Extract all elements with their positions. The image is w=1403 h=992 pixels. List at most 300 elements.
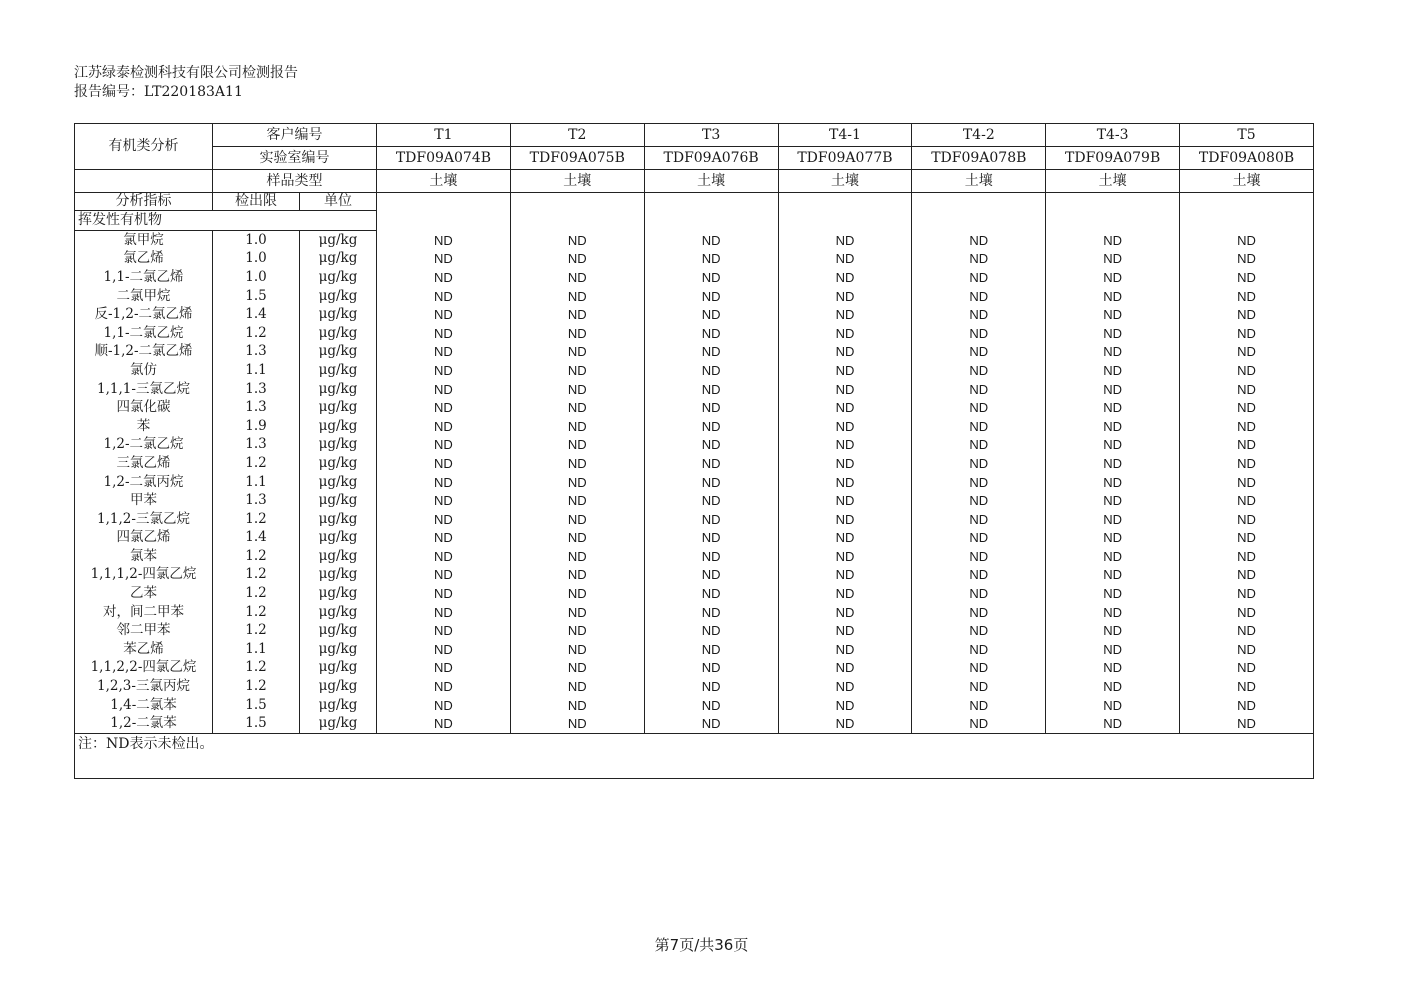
detection-limit: 1.2 bbox=[213, 566, 300, 585]
unit: μg/kg bbox=[300, 584, 377, 603]
result-value: ND bbox=[912, 677, 1046, 696]
result-value: ND bbox=[912, 659, 1046, 678]
note-row bbox=[75, 734, 1314, 779]
detection-limit-header: 检出限 bbox=[213, 193, 300, 211]
result-value: ND bbox=[1180, 659, 1314, 678]
result-value: ND bbox=[778, 640, 912, 659]
table-row bbox=[75, 696, 1314, 715]
result-value: ND bbox=[778, 547, 912, 566]
result-value: ND bbox=[510, 473, 644, 492]
result-value: ND bbox=[1180, 398, 1314, 417]
unit: μg/kg bbox=[300, 566, 377, 585]
analyte-name: 1,2-二氯丙烷 bbox=[75, 473, 213, 492]
table-row bbox=[75, 343, 1314, 362]
result-value: ND bbox=[644, 436, 778, 455]
result-value: ND bbox=[1046, 584, 1180, 603]
result-value: ND bbox=[1046, 324, 1180, 343]
detection-limit: 1.3 bbox=[213, 436, 300, 455]
analyte-rows bbox=[75, 231, 1314, 734]
result-value: ND bbox=[644, 417, 778, 436]
table-row bbox=[75, 566, 1314, 585]
detection-limit: 1.9 bbox=[213, 417, 300, 436]
result-value: ND bbox=[644, 305, 778, 324]
unit: μg/kg bbox=[300, 343, 377, 362]
result-value: ND bbox=[377, 305, 511, 324]
result-value: ND bbox=[912, 696, 1046, 715]
analyte-name: 对，间二甲苯 bbox=[75, 603, 213, 622]
detection-limit: 1.5 bbox=[213, 287, 300, 306]
result-value: ND bbox=[644, 473, 778, 492]
lab-id-cell: TDF09A077B bbox=[778, 147, 912, 170]
result-value: ND bbox=[1180, 473, 1314, 492]
result-value: ND bbox=[377, 473, 511, 492]
result-value: ND bbox=[778, 566, 912, 585]
result-value: ND bbox=[510, 305, 644, 324]
unit: μg/kg bbox=[300, 268, 377, 287]
result-value: ND bbox=[1180, 547, 1314, 566]
client-id-cell: T4-1 bbox=[778, 124, 912, 147]
table-row bbox=[75, 491, 1314, 510]
result-value: ND bbox=[510, 547, 644, 566]
result-value: ND bbox=[912, 324, 1046, 343]
unit: μg/kg bbox=[300, 640, 377, 659]
unit: μg/kg bbox=[300, 529, 377, 548]
unit: μg/kg bbox=[300, 398, 377, 417]
result-value: ND bbox=[1046, 343, 1180, 362]
table-row bbox=[75, 436, 1314, 455]
sample-type-cell: 土壤 bbox=[510, 170, 644, 193]
result-value: ND bbox=[377, 659, 511, 678]
analyte-name: 氯甲烷 bbox=[75, 231, 213, 250]
table-row bbox=[75, 250, 1314, 269]
detection-limit: 1.4 bbox=[213, 529, 300, 548]
result-value: ND bbox=[778, 287, 912, 306]
analyte-name: 1,1,1,2-四氯乙烷 bbox=[75, 566, 213, 585]
detection-limit: 1.0 bbox=[213, 231, 300, 250]
result-value: ND bbox=[377, 640, 511, 659]
analyte-name: 1,2-二氯乙烷 bbox=[75, 436, 213, 455]
result-value: ND bbox=[1046, 714, 1180, 733]
analyte-name: 苯乙烯 bbox=[75, 640, 213, 659]
result-value: ND bbox=[778, 529, 912, 548]
sample-type-cell: 土壤 bbox=[644, 170, 778, 193]
result-value: ND bbox=[377, 677, 511, 696]
detection-limit: 1.4 bbox=[213, 305, 300, 324]
result-value: ND bbox=[1046, 268, 1180, 287]
result-value: ND bbox=[377, 696, 511, 715]
page-number: 第7页/共36页 bbox=[654, 936, 749, 954]
unit-header: 单位 bbox=[300, 193, 377, 211]
analyte-name: 1,2,3-三氯丙烷 bbox=[75, 677, 213, 696]
result-value: ND bbox=[510, 324, 644, 343]
lab-id-cell: TDF09A075B bbox=[510, 147, 644, 170]
detection-limit: 1.2 bbox=[213, 547, 300, 566]
table-corner-label: 有机类分析 bbox=[75, 124, 213, 170]
result-value: ND bbox=[377, 417, 511, 436]
result-value: ND bbox=[778, 417, 912, 436]
analyte-name: 氯苯 bbox=[75, 547, 213, 566]
corner-spacer bbox=[75, 170, 213, 193]
analyte-name: 1,2-二氯苯 bbox=[75, 714, 213, 733]
result-value: ND bbox=[510, 417, 644, 436]
result-value: ND bbox=[1180, 268, 1314, 287]
result-value: ND bbox=[1180, 324, 1314, 343]
detection-limit: 1.3 bbox=[213, 343, 300, 362]
result-value: ND bbox=[510, 250, 644, 269]
result-value: ND bbox=[912, 491, 1046, 510]
result-value: ND bbox=[778, 361, 912, 380]
result-value: ND bbox=[644, 324, 778, 343]
result-value: ND bbox=[644, 584, 778, 603]
results-table bbox=[74, 123, 1314, 779]
result-value: ND bbox=[912, 305, 1046, 324]
client-id-row bbox=[75, 124, 1314, 147]
result-value: ND bbox=[778, 659, 912, 678]
result-value: ND bbox=[1046, 231, 1180, 250]
result-value: ND bbox=[510, 566, 644, 585]
detection-limit: 1.2 bbox=[213, 621, 300, 640]
analyte-name: 苯 bbox=[75, 417, 213, 436]
result-value: ND bbox=[377, 361, 511, 380]
result-value: ND bbox=[644, 677, 778, 696]
unit: μg/kg bbox=[300, 677, 377, 696]
section-title: 挥发性有机物 bbox=[75, 211, 377, 231]
note-text: 注：ND表示未检出。 bbox=[75, 734, 1314, 779]
result-value: ND bbox=[778, 603, 912, 622]
result-value: ND bbox=[778, 305, 912, 324]
company-title: 江苏绿泰检测科技有限公司检测报告 bbox=[74, 65, 298, 81]
detection-limit: 1.0 bbox=[213, 268, 300, 287]
result-value: ND bbox=[1046, 473, 1180, 492]
result-value: ND bbox=[778, 398, 912, 417]
sample-type-label: 样品类型 bbox=[213, 170, 377, 193]
detection-limit: 1.3 bbox=[213, 398, 300, 417]
result-value: ND bbox=[912, 287, 1046, 306]
result-value: ND bbox=[510, 380, 644, 399]
table-row bbox=[75, 324, 1314, 343]
result-value: ND bbox=[1180, 640, 1314, 659]
lab-id-cell: TDF09A074B bbox=[377, 147, 511, 170]
unit: μg/kg bbox=[300, 324, 377, 343]
result-value: ND bbox=[778, 436, 912, 455]
result-value: ND bbox=[1046, 305, 1180, 324]
result-value: ND bbox=[1180, 250, 1314, 269]
lab-id-cell: TDF09A078B bbox=[912, 147, 1046, 170]
result-value: ND bbox=[644, 361, 778, 380]
result-value: ND bbox=[1180, 603, 1314, 622]
result-value: ND bbox=[778, 231, 912, 250]
result-value: ND bbox=[1180, 287, 1314, 306]
analyte-name: 1,1,2,2-四氯乙烷 bbox=[75, 659, 213, 678]
table-row bbox=[75, 305, 1314, 324]
analyte-name: 1,1,2-三氯乙烷 bbox=[75, 510, 213, 529]
result-value: ND bbox=[510, 361, 644, 380]
result-value: ND bbox=[912, 398, 1046, 417]
result-value: ND bbox=[510, 491, 644, 510]
detection-limit: 1.2 bbox=[213, 454, 300, 473]
analyte-name: 乙苯 bbox=[75, 584, 213, 603]
result-value: ND bbox=[644, 529, 778, 548]
table-row bbox=[75, 398, 1314, 417]
analyte-name: 反-1,2-二氯乙烯 bbox=[75, 305, 213, 324]
result-value: ND bbox=[912, 566, 1046, 585]
sample-type-cell: 土壤 bbox=[912, 170, 1046, 193]
result-value: ND bbox=[1180, 491, 1314, 510]
table-row bbox=[75, 529, 1314, 548]
result-value: ND bbox=[1046, 454, 1180, 473]
result-value: ND bbox=[1046, 491, 1180, 510]
table-row bbox=[75, 621, 1314, 640]
result-value: ND bbox=[510, 529, 644, 548]
unit: μg/kg bbox=[300, 714, 377, 733]
result-value: ND bbox=[510, 454, 644, 473]
result-value: ND bbox=[1180, 510, 1314, 529]
detection-limit: 1.3 bbox=[213, 380, 300, 399]
result-value: ND bbox=[912, 510, 1046, 529]
table-row bbox=[75, 510, 1314, 529]
lab-id-label: 实验室编号 bbox=[213, 147, 377, 170]
result-value: ND bbox=[912, 343, 1046, 362]
result-value: ND bbox=[377, 529, 511, 548]
result-value: ND bbox=[778, 473, 912, 492]
result-value: ND bbox=[912, 436, 1046, 455]
result-value: ND bbox=[912, 361, 1046, 380]
result-value: ND bbox=[377, 268, 511, 287]
analyte-name: 1,1-二氯乙烷 bbox=[75, 324, 213, 343]
sample-type-cell: 土壤 bbox=[1046, 170, 1180, 193]
result-value: ND bbox=[1046, 250, 1180, 269]
analyte-name: 四氯乙烯 bbox=[75, 529, 213, 548]
result-value: ND bbox=[912, 268, 1046, 287]
result-value: ND bbox=[912, 714, 1046, 733]
client-id-cell: T2 bbox=[510, 124, 644, 147]
result-value: ND bbox=[377, 324, 511, 343]
result-value: ND bbox=[510, 268, 644, 287]
result-value: ND bbox=[912, 417, 1046, 436]
result-value: ND bbox=[644, 454, 778, 473]
result-value: ND bbox=[912, 621, 1046, 640]
result-value: ND bbox=[644, 714, 778, 733]
result-value: ND bbox=[1180, 584, 1314, 603]
analyte-name: 氯乙烯 bbox=[75, 250, 213, 269]
detection-limit: 1.3 bbox=[213, 491, 300, 510]
analyte-name: 顺-1,2-二氯乙烯 bbox=[75, 343, 213, 362]
detection-limit: 1.2 bbox=[213, 510, 300, 529]
result-value: ND bbox=[510, 584, 644, 603]
analyte-name: 三氯乙烯 bbox=[75, 454, 213, 473]
unit: μg/kg bbox=[300, 231, 377, 250]
lab-id-cell: TDF09A080B bbox=[1180, 147, 1314, 170]
result-value: ND bbox=[510, 343, 644, 362]
table-row bbox=[75, 361, 1314, 380]
result-value: ND bbox=[377, 621, 511, 640]
unit: μg/kg bbox=[300, 250, 377, 269]
result-value: ND bbox=[912, 231, 1046, 250]
result-value: ND bbox=[644, 250, 778, 269]
result-value: ND bbox=[510, 696, 644, 715]
table-row bbox=[75, 417, 1314, 436]
lab-id-cell: TDF09A076B bbox=[644, 147, 778, 170]
result-value: ND bbox=[377, 436, 511, 455]
unit: μg/kg bbox=[300, 454, 377, 473]
result-value: ND bbox=[510, 659, 644, 678]
result-value: ND bbox=[1046, 529, 1180, 548]
result-value: ND bbox=[778, 324, 912, 343]
client-id-cell: T5 bbox=[1180, 124, 1314, 147]
result-value: ND bbox=[1180, 305, 1314, 324]
result-value: ND bbox=[912, 584, 1046, 603]
result-value: ND bbox=[1046, 510, 1180, 529]
result-value: ND bbox=[778, 677, 912, 696]
analyte-name: 1,4-二氯苯 bbox=[75, 696, 213, 715]
result-value: ND bbox=[644, 566, 778, 585]
detection-limit: 1.2 bbox=[213, 324, 300, 343]
result-value: ND bbox=[1180, 231, 1314, 250]
client-id-cell: T1 bbox=[377, 124, 511, 147]
result-value: ND bbox=[377, 566, 511, 585]
analyte-name: 四氯化碳 bbox=[75, 398, 213, 417]
unit: μg/kg bbox=[300, 361, 377, 380]
detection-limit: 1.5 bbox=[213, 714, 300, 733]
result-value: ND bbox=[510, 714, 644, 733]
report-header bbox=[74, 64, 298, 102]
result-value: ND bbox=[377, 250, 511, 269]
table-row bbox=[75, 473, 1314, 492]
result-value: ND bbox=[644, 231, 778, 250]
result-value: ND bbox=[778, 380, 912, 399]
unit: μg/kg bbox=[300, 659, 377, 678]
unit: μg/kg bbox=[300, 436, 377, 455]
result-value: ND bbox=[644, 398, 778, 417]
result-value: ND bbox=[377, 547, 511, 566]
result-value: ND bbox=[1046, 287, 1180, 306]
detection-limit: 1.1 bbox=[213, 640, 300, 659]
result-value: ND bbox=[912, 547, 1046, 566]
detection-limit: 1.2 bbox=[213, 603, 300, 622]
result-value: ND bbox=[1046, 603, 1180, 622]
result-value: ND bbox=[1180, 714, 1314, 733]
detection-limit: 1.2 bbox=[213, 677, 300, 696]
result-value: ND bbox=[1180, 417, 1314, 436]
result-value: ND bbox=[377, 603, 511, 622]
result-value: ND bbox=[377, 380, 511, 399]
client-id-cell: T4-3 bbox=[1046, 124, 1180, 147]
result-value: ND bbox=[510, 677, 644, 696]
result-value: ND bbox=[1046, 436, 1180, 455]
result-value: ND bbox=[1046, 640, 1180, 659]
unit: μg/kg bbox=[300, 510, 377, 529]
unit: μg/kg bbox=[300, 417, 377, 436]
result-value: ND bbox=[377, 584, 511, 603]
result-value: ND bbox=[510, 287, 644, 306]
result-value: ND bbox=[778, 696, 912, 715]
analyte-name: 1,1-二氯乙烯 bbox=[75, 268, 213, 287]
result-value: ND bbox=[377, 510, 511, 529]
unit: μg/kg bbox=[300, 473, 377, 492]
analyte-name: 二氯甲烷 bbox=[75, 287, 213, 306]
unit: μg/kg bbox=[300, 603, 377, 622]
detection-limit: 1.1 bbox=[213, 361, 300, 380]
detection-limit: 1.2 bbox=[213, 584, 300, 603]
unit: μg/kg bbox=[300, 491, 377, 510]
result-value: ND bbox=[644, 491, 778, 510]
result-value: ND bbox=[912, 603, 1046, 622]
table-row bbox=[75, 454, 1314, 473]
result-value: ND bbox=[377, 287, 511, 306]
result-value: ND bbox=[644, 343, 778, 362]
result-value: ND bbox=[644, 287, 778, 306]
analyte-header: 分析指标 bbox=[75, 193, 213, 211]
sample-type-cell: 土壤 bbox=[778, 170, 912, 193]
table-row bbox=[75, 714, 1314, 733]
table-row bbox=[75, 287, 1314, 306]
result-value: ND bbox=[1180, 436, 1314, 455]
result-value: ND bbox=[644, 640, 778, 659]
result-value: ND bbox=[1046, 621, 1180, 640]
result-value: ND bbox=[912, 454, 1046, 473]
result-value: ND bbox=[912, 640, 1046, 659]
result-value: ND bbox=[377, 714, 511, 733]
result-value: ND bbox=[510, 603, 644, 622]
result-value: ND bbox=[644, 621, 778, 640]
result-value: ND bbox=[644, 268, 778, 287]
detection-limit: 1.1 bbox=[213, 473, 300, 492]
result-value: ND bbox=[377, 398, 511, 417]
table-row bbox=[75, 268, 1314, 287]
client-id-cell: T3 bbox=[644, 124, 778, 147]
table-row bbox=[75, 603, 1314, 622]
result-value: ND bbox=[1180, 677, 1314, 696]
result-value: ND bbox=[1180, 380, 1314, 399]
result-value: ND bbox=[377, 491, 511, 510]
table-row bbox=[75, 547, 1314, 566]
lab-id-row bbox=[75, 147, 1314, 170]
detection-limit: 1.5 bbox=[213, 696, 300, 715]
result-value: ND bbox=[1180, 454, 1314, 473]
result-value: ND bbox=[1180, 361, 1314, 380]
analyte-name: 邻二甲苯 bbox=[75, 621, 213, 640]
table-row bbox=[75, 659, 1314, 678]
result-value: ND bbox=[644, 547, 778, 566]
result-value: ND bbox=[644, 380, 778, 399]
result-value: ND bbox=[778, 714, 912, 733]
result-value: ND bbox=[1046, 380, 1180, 399]
sample-type-cell: 土壤 bbox=[1180, 170, 1314, 193]
detection-limit: 1.0 bbox=[213, 250, 300, 269]
result-value: ND bbox=[1046, 417, 1180, 436]
report-number: 报告编号：LT220183A11 bbox=[74, 84, 243, 100]
lab-id-cell: TDF09A079B bbox=[1046, 147, 1180, 170]
result-value: ND bbox=[1180, 343, 1314, 362]
result-value: ND bbox=[1046, 547, 1180, 566]
result-value: ND bbox=[377, 454, 511, 473]
result-value: ND bbox=[377, 231, 511, 250]
result-value: ND bbox=[510, 640, 644, 659]
result-value: ND bbox=[778, 491, 912, 510]
result-value: ND bbox=[510, 398, 644, 417]
table-row bbox=[75, 380, 1314, 399]
client-id-cell: T4-2 bbox=[912, 124, 1046, 147]
result-value: ND bbox=[778, 268, 912, 287]
analyte-name: 氯仿 bbox=[75, 361, 213, 380]
unit: μg/kg bbox=[300, 696, 377, 715]
result-value: ND bbox=[644, 510, 778, 529]
sample-type-cell: 土壤 bbox=[377, 170, 511, 193]
result-value: ND bbox=[912, 473, 1046, 492]
unit: μg/kg bbox=[300, 547, 377, 566]
unit: μg/kg bbox=[300, 287, 377, 306]
result-value: ND bbox=[912, 380, 1046, 399]
